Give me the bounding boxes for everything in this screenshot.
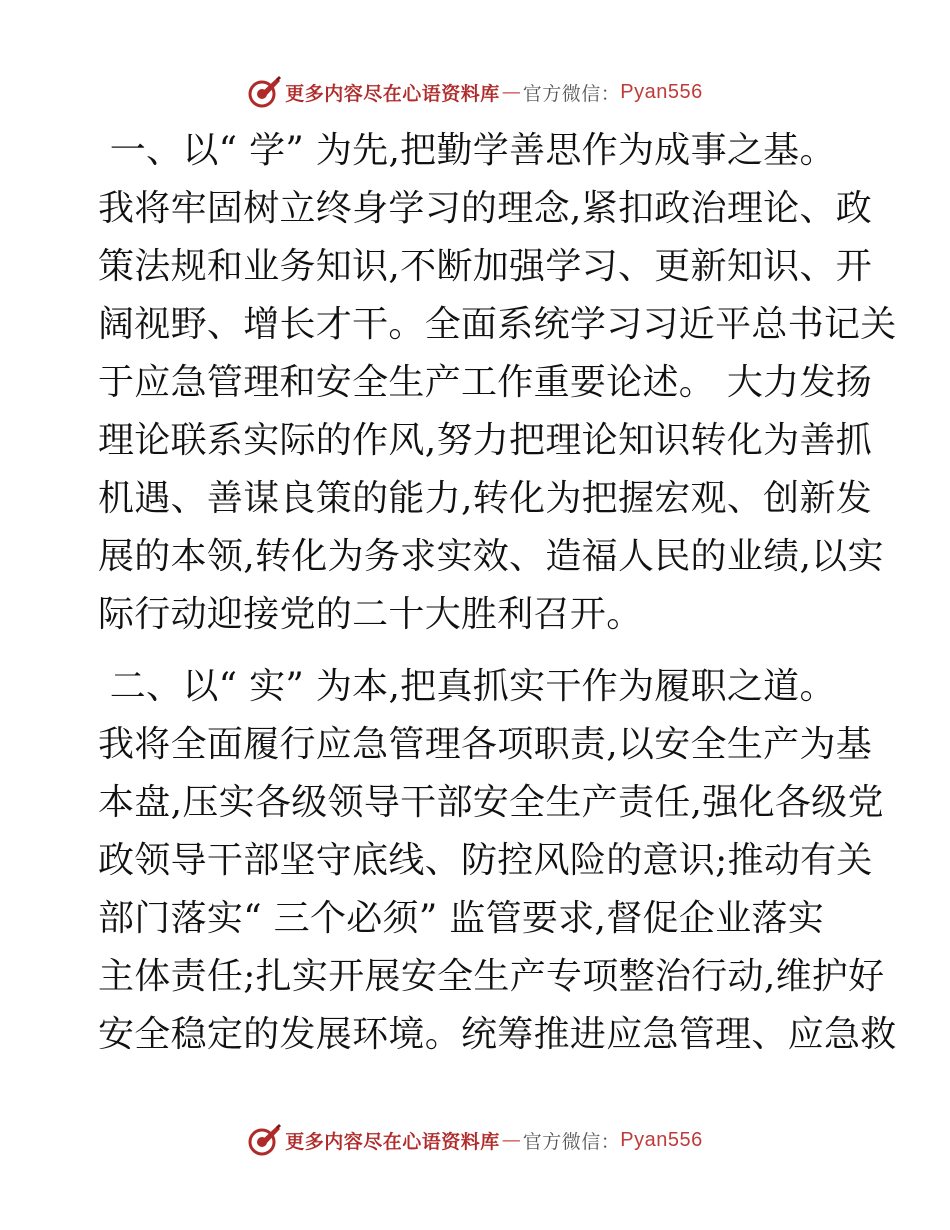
text-line: 我将牢固树立终身学习的理念,紧扣政治理论、政 — [98, 188, 873, 229]
watermark-contact-id: Pyan556 — [620, 80, 703, 103]
text-line: 策法规和业务知识,不断加强学习、更新知识、开 — [98, 246, 873, 287]
text-line: 主体责任;扎实开展安全生产专项整治行动,维护好 — [98, 956, 885, 997]
document-body — [98, 122, 897, 1064]
pen-logo-icon — [247, 75, 281, 109]
watermark-contact-label: 官方微信： — [522, 1130, 621, 1153]
pen-logo-icon — [247, 1123, 281, 1157]
text-line: 部门落实“ 三个必须” 监管要求,督促企业落实 — [98, 898, 825, 939]
watermark-site-text: 更多内容尽在心语资料库 — [285, 1130, 500, 1153]
text-line: 政领导干部坚守底线、防控风险的意识;推动有关 — [98, 840, 873, 881]
text-line: 一、以“ 学” 为先,把勤学善思作为成事之基。 — [98, 130, 836, 171]
text-line: 阔视野、增长才干。全面系统学习习近平总书记关 — [98, 304, 897, 345]
watermark-contact-label: 官方微信： — [522, 82, 621, 105]
text-line: 安全稳定的发展环境。统筹推进应急管理、应急救 — [98, 1014, 897, 1055]
text-line: 展的本领,转化为务求实效、造福人民的业绩,以实 — [98, 536, 884, 577]
paragraph-practice — [98, 658, 897, 1064]
text-line: 理论联系实际的作风,努力把理论知识转化为善抓 — [98, 420, 873, 461]
footer-watermark — [0, 1120, 950, 1160]
text-line: 于应急管理和安全生产工作重要论述。 大力发扬 — [98, 362, 873, 403]
text-line: 二、以“ 实” 为本,把真抓实干作为履职之道。 — [98, 666, 836, 707]
watermark-site-text: 更多内容尽在心语资料库 — [285, 82, 500, 105]
text-line: 际行动迎接党的二十大胜利召开。 — [98, 594, 643, 635]
text-line: 机遇、善谋良策的能力,转化为把握宏观、创新发 — [98, 478, 873, 519]
watermark-dash: — — [501, 1129, 521, 1151]
paragraph-learning — [98, 122, 897, 644]
watermark-dash: — — [501, 81, 521, 103]
watermark-contact-id: Pyan556 — [620, 1128, 703, 1151]
text-line: 我将全面履行应急管理各项职责,以安全生产为基 — [98, 724, 873, 765]
text-line: 本盘,压实各级领导干部安全生产责任,强化各级党 — [98, 782, 884, 823]
header-watermark — [0, 72, 950, 112]
